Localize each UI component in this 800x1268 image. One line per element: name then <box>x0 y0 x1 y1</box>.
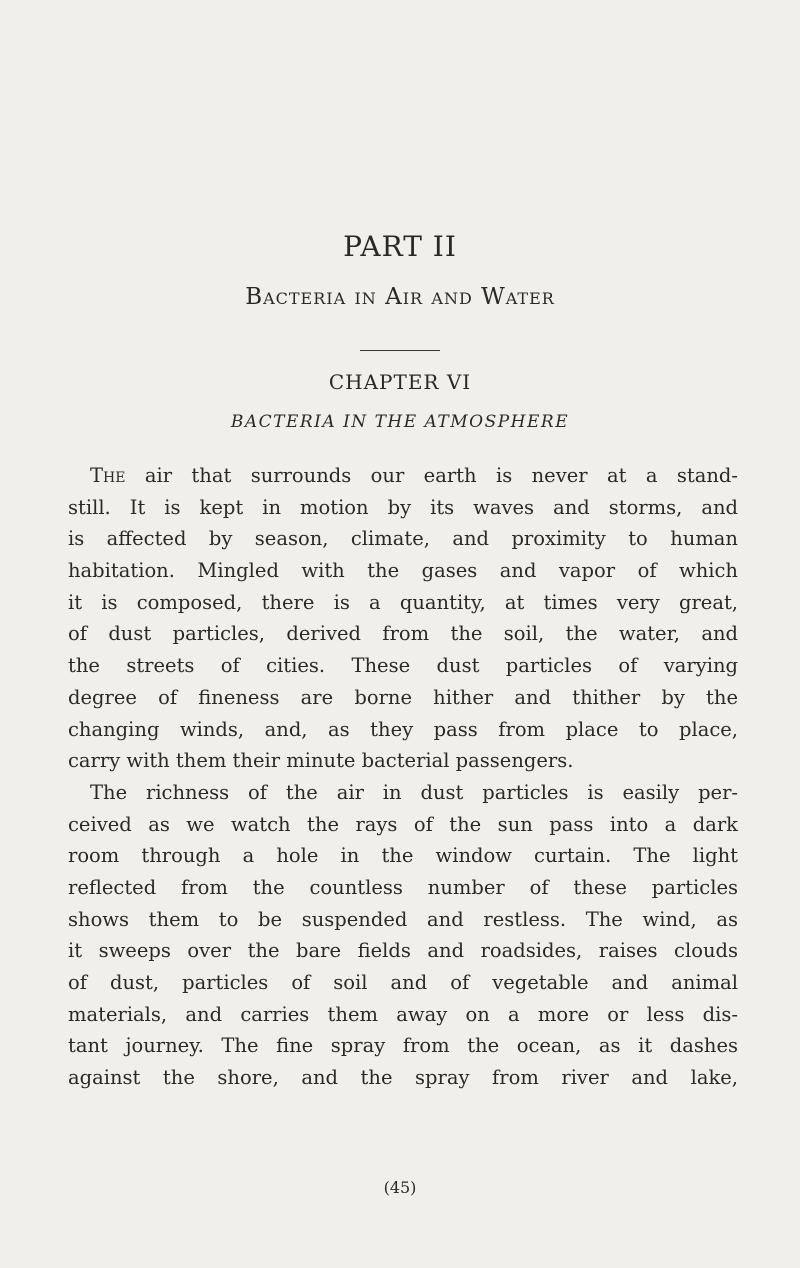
part-title: PART II <box>343 230 457 263</box>
title-divider <box>360 350 440 351</box>
text-line: degree of fineness are borne hither and thither by the <box>68 685 738 709</box>
page-number: (45) <box>383 1178 417 1197</box>
text-line: changing winds, and, as they pass from place to place, <box>68 717 738 741</box>
text-line-content: air that surrounds our earth is never at a stand- <box>125 464 738 487</box>
text-line: reflected from the countless number of these particles <box>68 875 738 899</box>
chapter-subtitle: BACTERIA IN THE ATMOSPHERE <box>230 412 570 432</box>
text-line: shows them to be suspended and restless. The wind, as <box>68 907 738 931</box>
body-text <box>68 460 738 1094</box>
text-line: of dust particles, derived from the soil, the water, and <box>68 622 738 646</box>
text-line: the streets of cities. These dust particles of varying <box>68 654 738 678</box>
section-title: Bacteria in Air and Water <box>245 284 555 310</box>
text-line: it sweeps over the bare fields and roadsides, raises clouds <box>68 939 738 963</box>
text-line: against the shore, and the spray from river and lake, <box>68 1066 738 1090</box>
text-line: materials, and carries them away on a more or less dis- <box>68 1002 738 1026</box>
text-line: The richness of the air in dust particles is easily per- <box>90 780 738 804</box>
lead-word: The <box>90 464 126 487</box>
text-line: it is composed, there is a quantity, at times very great, <box>68 590 738 614</box>
text-line <box>68 460 738 492</box>
chapter-title: CHAPTER VI <box>328 370 472 394</box>
text-line: ceived as we watch the rays of the sun pass into a dark <box>68 812 738 836</box>
text-line: carry with them their minute bacterial passengers. <box>68 749 574 773</box>
text-line: is affected by season, climate, and proximity to human <box>68 527 738 551</box>
text-line: habitation. Mingled with the gases and vapor of which <box>68 559 738 583</box>
text-line: still. It is kept in motion by its waves and storms, and <box>68 495 738 519</box>
text-line: of dust, particles of soil and of vegetable and animal <box>68 971 738 994</box>
text-line: room through a hole in the window curtain. The light <box>68 844 738 868</box>
text-line: tant journey. The fine spray from the ocean, as it dashes <box>68 1034 738 1058</box>
